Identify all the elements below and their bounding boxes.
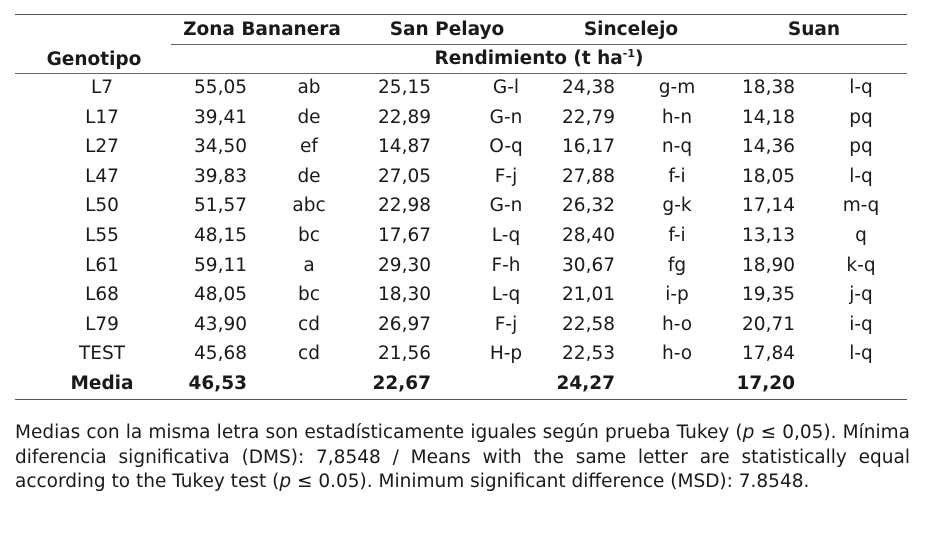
- genotype-cell: L55: [85, 225, 119, 246]
- location-header-suan: Suan: [787, 19, 841, 40]
- tukey-letter-cell: O-q: [489, 136, 523, 158]
- yield-value-cell: 21,01: [562, 284, 615, 306]
- yield-value-cell: 20,71: [742, 313, 795, 335]
- yield-value-cell: 14,18: [742, 106, 795, 128]
- yield-value-cell: 59,11: [194, 254, 247, 276]
- mean-label: Media: [70, 373, 134, 394]
- tukey-letter-cell: bc: [298, 225, 320, 246]
- yield-value-cell: 43,90: [194, 313, 247, 335]
- tukey-letter-cell: G-n: [489, 195, 523, 217]
- tukey-letter-cell: j-q: [849, 284, 873, 306]
- genotype-cell: L79: [85, 313, 119, 335]
- yield-value-cell: 27,88: [562, 165, 615, 187]
- tukey-letter-cell: L-q: [491, 284, 521, 306]
- yield-value-cell: 18,05: [742, 165, 795, 187]
- yield-value-cell: 17,84: [742, 343, 795, 365]
- yield-value-cell: 17,14: [742, 195, 795, 217]
- tukey-letter-cell: i-q: [849, 313, 873, 335]
- yield-value-cell: 18,38: [742, 77, 795, 98]
- tukey-letter-cell: m-q: [842, 195, 880, 217]
- table-top-rule: [15, 14, 907, 15]
- mean-value-cell: 22,67: [372, 373, 431, 394]
- genotype-cell: TEST: [78, 343, 126, 365]
- genotype-cell: L7: [90, 77, 114, 98]
- tukey-letter-cell: de: [297, 165, 321, 187]
- tukey-letter-cell: h-o: [661, 313, 693, 335]
- tukey-letter-cell: q: [855, 225, 867, 246]
- tukey-letter-cell: n-q: [661, 136, 693, 158]
- tukey-letter-cell: l-q: [849, 343, 873, 365]
- tukey-letter-cell: f-i: [668, 165, 686, 187]
- header-bottom-rule: [15, 73, 907, 74]
- genotype-cell: L68: [85, 284, 119, 306]
- table-bottom-rule: [15, 399, 907, 400]
- tukey-letter-cell: ab: [297, 77, 321, 98]
- tukey-letter-cell: G-n: [489, 106, 523, 128]
- tukey-letter-cell: abc: [292, 195, 326, 217]
- yield-value-cell: 21,56: [378, 343, 431, 365]
- yield-value-cell: 48,15: [194, 225, 247, 246]
- yield-value-cell: 39,41: [194, 106, 247, 128]
- yield-value-cell: 14,87: [378, 136, 431, 158]
- tukey-letter-cell: h-n: [661, 106, 693, 128]
- location-header-zona-bananera: Zona Bananera: [183, 19, 341, 40]
- yield-value-cell: 39,83: [194, 165, 247, 187]
- yield-value-cell: 28,40: [562, 225, 615, 246]
- genotype-cell: L47: [85, 165, 119, 187]
- yield-value-cell: 14,36: [742, 136, 795, 158]
- table-footnote: Medias con la misma letra son estadísticamente iguales según prueba Tukey (p ≤ 0,05). Mínima diferencia significativa (DMS): 7,8548 / Means with the same letter are statistically equal according to the Tukey test (p ≤ 0.05). Minimum significant difference (MSD): 7.8548.: [15, 422, 910, 492]
- tukey-letter-cell: pq: [849, 106, 873, 128]
- yield-value-cell: 26,97: [378, 313, 431, 335]
- mean-value-cell: 46,53: [188, 373, 247, 394]
- tukey-letter-cell: de: [297, 106, 321, 128]
- yield-value-cell: 17,67: [378, 225, 431, 246]
- yield-value-cell: 22,79: [562, 106, 615, 128]
- tukey-letter-cell: cd: [298, 313, 320, 335]
- header-mid-rule: [171, 44, 907, 45]
- yield-value-cell: 45,68: [194, 343, 247, 365]
- genotype-cell: L17: [85, 106, 119, 128]
- yield-value-cell: 48,05: [194, 284, 247, 306]
- genotype-header: Genotipo: [46, 49, 142, 70]
- yield-value-cell: 18,30: [378, 284, 431, 306]
- tukey-letter-cell: fg: [667, 254, 687, 276]
- tukey-letter-cell: L-q: [491, 225, 521, 246]
- tukey-letter-cell: h-o: [661, 343, 693, 365]
- tukey-letter-cell: f-i: [668, 225, 686, 246]
- genotype-cell: L50: [85, 195, 119, 217]
- yield-value-cell: 27,05: [378, 165, 431, 187]
- tukey-letter-cell: a: [303, 254, 315, 276]
- mean-value-cell: 17,20: [736, 373, 795, 394]
- tukey-letter-cell: i-p: [665, 284, 689, 306]
- yield-value-cell: 55,05: [194, 77, 247, 98]
- yield-value-cell: 25,15: [378, 77, 431, 98]
- mean-value-cell: 24,27: [556, 373, 615, 394]
- tukey-letter-cell: cd: [298, 343, 320, 365]
- yield-value-cell: 29,30: [378, 254, 431, 276]
- genotype-cell: L27: [85, 136, 119, 158]
- yield-value-cell: 22,53: [562, 343, 615, 365]
- tukey-letter-cell: l-q: [849, 77, 873, 98]
- yield-value-cell: 18,90: [742, 254, 795, 276]
- yield-value-cell: 26,32: [562, 195, 615, 217]
- yield-value-cell: 22,58: [562, 313, 615, 335]
- tukey-letter-cell: ef: [300, 136, 318, 158]
- tukey-letter-cell: pq: [849, 136, 873, 158]
- location-header-sincelejo: Sincelejo: [583, 19, 679, 40]
- yield-value-cell: 51,57: [194, 195, 247, 217]
- tukey-letter-cell: F-j: [494, 165, 518, 187]
- tukey-letter-cell: G-l: [492, 77, 520, 98]
- tukey-letter-cell: H-p: [489, 343, 523, 365]
- location-header-san-pelayo: San Pelayo: [389, 19, 505, 40]
- yield-value-cell: 30,67: [562, 254, 615, 276]
- yield-value-cell: 24,38: [562, 77, 615, 98]
- yield-value-cell: 16,17: [562, 136, 615, 158]
- tukey-letter-cell: bc: [298, 284, 320, 306]
- tukey-letter-cell: g-k: [662, 195, 692, 217]
- yield-value-cell: 22,89: [378, 106, 431, 128]
- yield-value-cell: 19,35: [742, 284, 795, 306]
- yield-value-cell: 13,13: [742, 225, 795, 246]
- yield-value-cell: 34,50: [194, 136, 247, 158]
- genotype-cell: L61: [85, 254, 119, 276]
- yield-value-cell: 22,98: [378, 195, 431, 217]
- tukey-letter-cell: l-q: [849, 165, 873, 187]
- tukey-letter-cell: g-m: [658, 77, 696, 98]
- tukey-letter-cell: F-j: [494, 313, 518, 335]
- tukey-letter-cell: F-h: [491, 254, 521, 276]
- yield-header: Rendimiento (t $ha^{-1}$): [434, 47, 644, 69]
- tukey-letter-cell: k-q: [846, 254, 876, 276]
